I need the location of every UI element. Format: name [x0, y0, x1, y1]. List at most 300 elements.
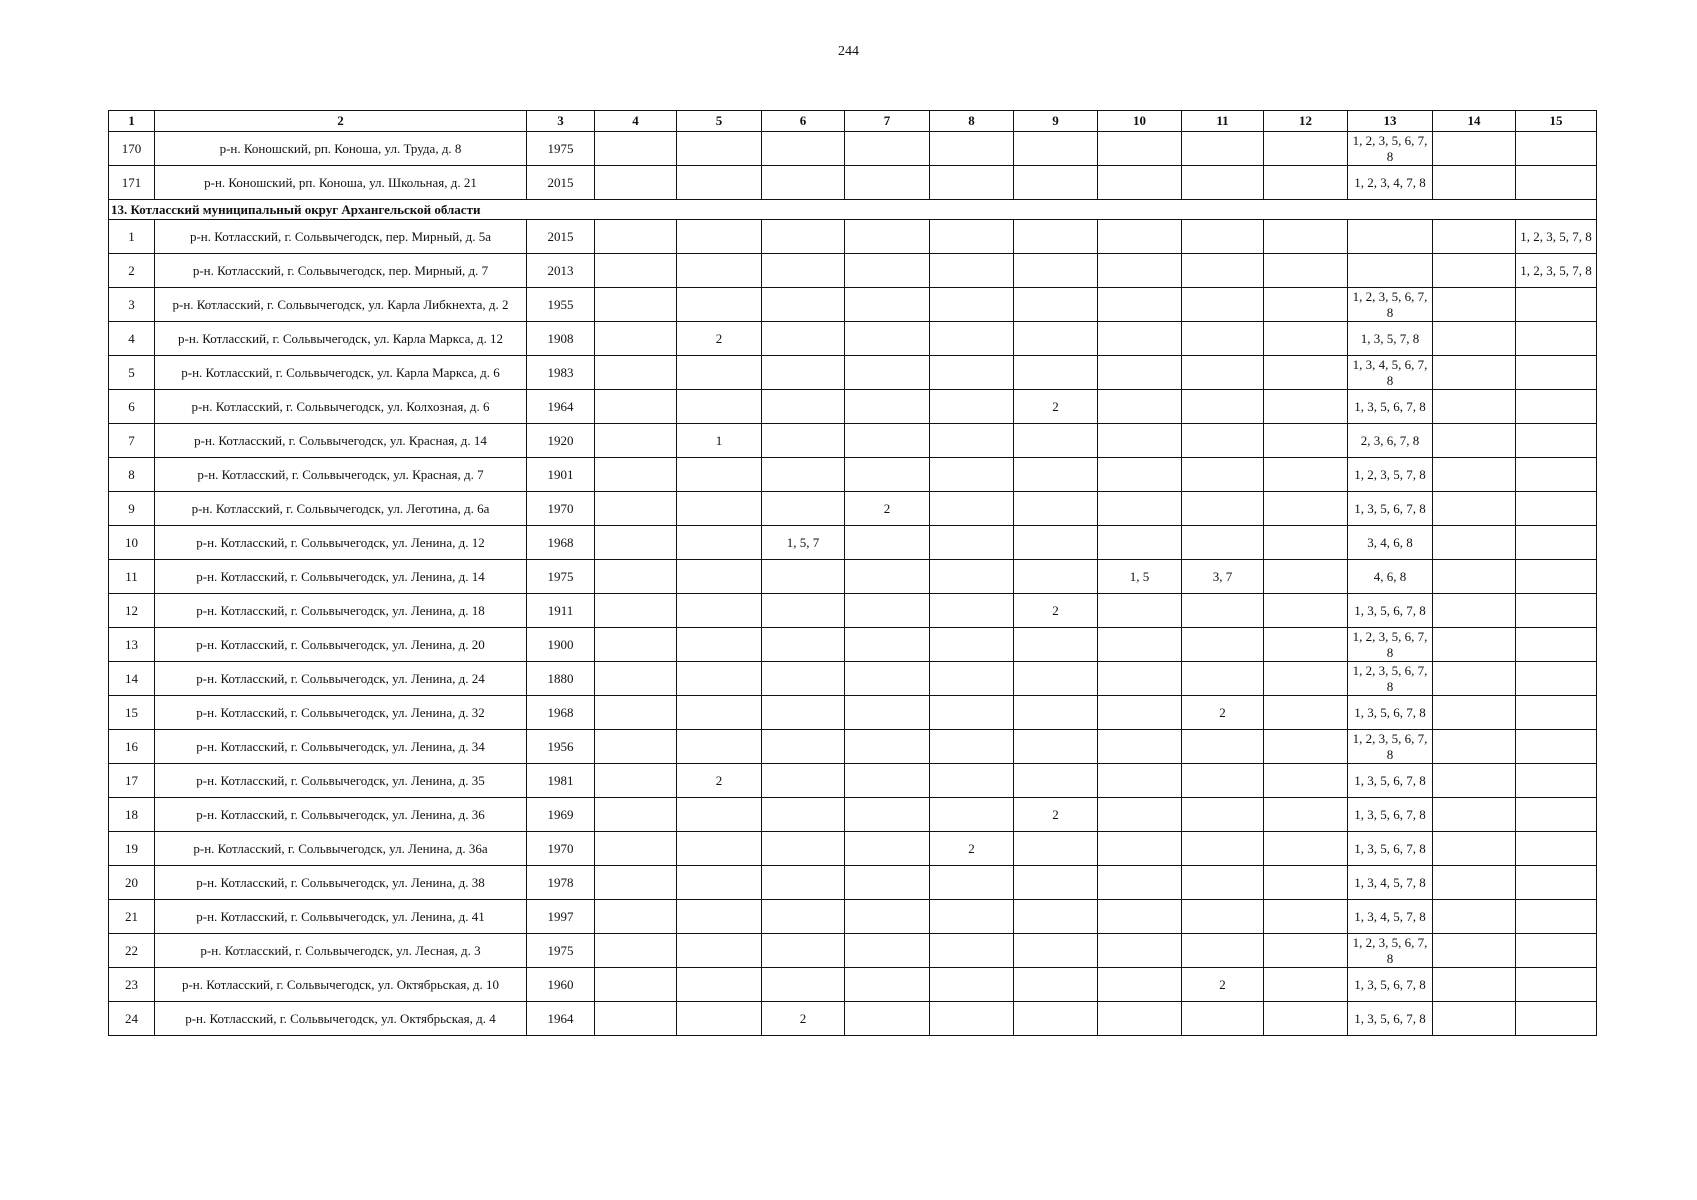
cell-col-c15	[1516, 628, 1597, 662]
cell-col-c15	[1516, 390, 1597, 424]
table-body	[109, 220, 1597, 1036]
cell-col-c8	[930, 288, 1014, 322]
column-header: 14	[1433, 111, 1516, 132]
cell-col-c5	[677, 832, 762, 866]
cell-col-c14	[1433, 166, 1516, 200]
cell-row-number: 11	[109, 560, 155, 594]
cell-col-c4	[595, 900, 677, 934]
cell-col-c6	[762, 628, 845, 662]
cell-col-c10	[1098, 832, 1182, 866]
cell-col-c7	[845, 764, 930, 798]
cell-col-c11	[1182, 1002, 1264, 1036]
cell-col-c12	[1264, 900, 1348, 934]
cell-col-c4	[595, 628, 677, 662]
cell-col-c13: 4, 6, 8	[1348, 560, 1433, 594]
column-header: 6	[762, 111, 845, 132]
cell-col-c13: 1, 3, 5, 6, 7, 8	[1348, 390, 1433, 424]
cell-row-number: 24	[109, 1002, 155, 1036]
cell-col-c13: 1, 2, 3, 4, 7, 8	[1348, 166, 1433, 200]
cell-col-c5: 2	[677, 764, 762, 798]
cell-address: р-н. Котласский, г. Сольвычегодск, ул. Ленина, д. 14	[155, 560, 527, 594]
cell-col-c7	[845, 356, 930, 390]
cell-col-c15	[1516, 934, 1597, 968]
table-row	[109, 628, 1597, 662]
cell-col-c7	[845, 628, 930, 662]
cell-col-c15	[1516, 288, 1597, 322]
cell-col-c12	[1264, 832, 1348, 866]
cell-row-number: 3	[109, 288, 155, 322]
cell-col-c11	[1182, 764, 1264, 798]
cell-col-c6	[762, 560, 845, 594]
cell-col-c13: 1, 3, 5, 6, 7, 8	[1348, 798, 1433, 832]
cell-address: р-н. Котласский, г. Сольвычегодск, ул. Ленина, д. 20	[155, 628, 527, 662]
cell-row-number: 6	[109, 390, 155, 424]
cell-col-c7	[845, 254, 930, 288]
cell-col-c7	[845, 1002, 930, 1036]
cell-col-c12	[1264, 288, 1348, 322]
column-header: 11	[1182, 111, 1264, 132]
cell-col-c12	[1264, 458, 1348, 492]
table-row	[109, 1002, 1597, 1036]
section-title: 13. Котласский муниципальный округ Архангельской области	[109, 200, 1597, 220]
cell-col-c5	[677, 288, 762, 322]
cell-col-c6	[762, 968, 845, 1002]
cell-col-c14	[1433, 390, 1516, 424]
cell-col-c6	[762, 390, 845, 424]
cell-col-c11	[1182, 526, 1264, 560]
cell-col-c15	[1516, 764, 1597, 798]
cell-col-c9	[1014, 662, 1098, 696]
cell-col-c12	[1264, 166, 1348, 200]
column-header: 9	[1014, 111, 1098, 132]
cell-address: р-н. Котласский, г. Сольвычегодск, ул. Леготина, д. 6а	[155, 492, 527, 526]
cell-col-c6	[762, 356, 845, 390]
cell-year: 1911	[527, 594, 595, 628]
cell-col-c5	[677, 662, 762, 696]
cell-col-c15	[1516, 356, 1597, 390]
cell-col-c4	[595, 458, 677, 492]
cell-col-c10	[1098, 166, 1182, 200]
cell-col-c5	[677, 166, 762, 200]
cell-col-c12	[1264, 560, 1348, 594]
cell-col-c11	[1182, 356, 1264, 390]
cell-col-c9	[1014, 866, 1098, 900]
cell-col-c7	[845, 594, 930, 628]
cell-year: 1969	[527, 798, 595, 832]
cell-col-c6	[762, 696, 845, 730]
cell-year: 1975	[527, 560, 595, 594]
cell-col-c12	[1264, 492, 1348, 526]
cell-address: р-н. Котласский, г. Сольвычегодск, ул. Красная, д. 14	[155, 424, 527, 458]
table-row	[109, 132, 1597, 166]
column-header: 12	[1264, 111, 1348, 132]
cell-col-c12	[1264, 526, 1348, 560]
cell-col-c8	[930, 356, 1014, 390]
cell-col-c4	[595, 594, 677, 628]
cell-col-c4	[595, 764, 677, 798]
cell-col-c6	[762, 662, 845, 696]
cell-col-c13: 1, 3, 5, 6, 7, 8	[1348, 832, 1433, 866]
cell-col-c4	[595, 526, 677, 560]
cell-address: р-н. Котласский, г. Сольвычегодск, ул. Красная, д. 7	[155, 458, 527, 492]
cell-col-c8	[930, 132, 1014, 166]
cell-col-c8: 2	[930, 832, 1014, 866]
cell-col-c12	[1264, 764, 1348, 798]
cell-col-c10	[1098, 968, 1182, 1002]
cell-col-c13: 1, 3, 4, 5, 7, 8	[1348, 866, 1433, 900]
cell-col-c13: 1, 2, 3, 5, 6, 7, 8	[1348, 662, 1433, 696]
cell-col-c13	[1348, 254, 1433, 288]
cell-col-c7	[845, 696, 930, 730]
cell-col-c8	[930, 560, 1014, 594]
cell-year: 2013	[527, 254, 595, 288]
cell-col-c8	[930, 798, 1014, 832]
cell-col-c5	[677, 934, 762, 968]
table-row	[109, 832, 1597, 866]
cell-col-c10	[1098, 866, 1182, 900]
table-row	[109, 730, 1597, 764]
cell-col-c10	[1098, 594, 1182, 628]
cell-col-c5	[677, 900, 762, 934]
cell-col-c12	[1264, 424, 1348, 458]
table-row	[109, 492, 1597, 526]
cell-col-c6	[762, 322, 845, 356]
cell-col-c8	[930, 220, 1014, 254]
table-row	[109, 560, 1597, 594]
cell-col-c8	[930, 424, 1014, 458]
cell-col-c9	[1014, 526, 1098, 560]
cell-col-c13: 1, 3, 5, 6, 7, 8	[1348, 492, 1433, 526]
cell-address: р-н. Коношский, рп. Коноша, ул. Школьная, д. 21	[155, 166, 527, 200]
cell-col-c5	[677, 526, 762, 560]
cell-col-c13: 1, 2, 3, 5, 6, 7, 8	[1348, 628, 1433, 662]
cell-col-c14	[1433, 798, 1516, 832]
cell-col-c11	[1182, 288, 1264, 322]
cell-col-c4	[595, 288, 677, 322]
cell-col-c13: 1, 3, 4, 5, 6, 7, 8	[1348, 356, 1433, 390]
cell-col-c7	[845, 322, 930, 356]
cell-col-c14	[1433, 934, 1516, 968]
cell-year: 1964	[527, 1002, 595, 1036]
cell-col-c11: 3, 7	[1182, 560, 1264, 594]
cell-col-c15	[1516, 458, 1597, 492]
table-row	[109, 254, 1597, 288]
cell-col-c4	[595, 492, 677, 526]
cell-col-c12	[1264, 390, 1348, 424]
cell-address: р-н. Котласский, г. Сольвычегодск, ул. Октябрьская, д. 10	[155, 968, 527, 1002]
cell-address: р-н. Котласский, г. Сольвычегодск, ул. Колхозная, д. 6	[155, 390, 527, 424]
cell-col-c13: 1, 3, 5, 6, 7, 8	[1348, 968, 1433, 1002]
cell-col-c12	[1264, 866, 1348, 900]
cell-col-c7	[845, 526, 930, 560]
cell-year: 2015	[527, 220, 595, 254]
cell-col-c7	[845, 390, 930, 424]
cell-col-c13: 1, 3, 5, 6, 7, 8	[1348, 696, 1433, 730]
column-header: 13	[1348, 111, 1433, 132]
cell-year: 1900	[527, 628, 595, 662]
cell-year: 1880	[527, 662, 595, 696]
cell-row-number: 5	[109, 356, 155, 390]
cell-col-c4	[595, 166, 677, 200]
cell-col-c4	[595, 1002, 677, 1036]
section-body	[109, 200, 1597, 220]
cell-col-c7	[845, 288, 930, 322]
table-row	[109, 166, 1597, 200]
cell-row-number: 1	[109, 220, 155, 254]
table-row	[109, 526, 1597, 560]
table-row	[109, 798, 1597, 832]
cell-col-c8	[930, 696, 1014, 730]
cell-col-c10	[1098, 492, 1182, 526]
cell-col-c15	[1516, 900, 1597, 934]
column-header: 8	[930, 111, 1014, 132]
cell-col-c14	[1433, 900, 1516, 934]
cell-col-c5	[677, 560, 762, 594]
cell-col-c15	[1516, 730, 1597, 764]
cell-col-c14	[1433, 424, 1516, 458]
cell-col-c6	[762, 730, 845, 764]
cell-col-c10	[1098, 798, 1182, 832]
cell-col-c9	[1014, 832, 1098, 866]
table-row	[109, 866, 1597, 900]
page-number: 244	[838, 44, 859, 59]
cell-row-number: 7	[109, 424, 155, 458]
cell-col-c8	[930, 492, 1014, 526]
cell-address: р-н. Котласский, г. Сольвычегодск, ул. Ленина, д. 32	[155, 696, 527, 730]
cell-col-c9	[1014, 560, 1098, 594]
cell-col-c15	[1516, 166, 1597, 200]
cell-col-c12	[1264, 628, 1348, 662]
cell-col-c8	[930, 662, 1014, 696]
column-header: 1	[109, 111, 155, 132]
cell-year: 1920	[527, 424, 595, 458]
cell-year: 1908	[527, 322, 595, 356]
cell-col-c5	[677, 390, 762, 424]
cell-year: 1956	[527, 730, 595, 764]
cell-col-c7	[845, 166, 930, 200]
cell-col-c9	[1014, 730, 1098, 764]
cell-col-c14	[1433, 458, 1516, 492]
cell-col-c15	[1516, 696, 1597, 730]
cell-row-number: 21	[109, 900, 155, 934]
cell-col-c9	[1014, 696, 1098, 730]
cell-year: 1960	[527, 968, 595, 1002]
cell-col-c9	[1014, 458, 1098, 492]
cell-col-c5: 1	[677, 424, 762, 458]
cell-col-c5	[677, 798, 762, 832]
cell-col-c9	[1014, 934, 1098, 968]
cell-col-c10	[1098, 132, 1182, 166]
cell-col-c11	[1182, 390, 1264, 424]
cell-col-c11	[1182, 934, 1264, 968]
cell-col-c10	[1098, 628, 1182, 662]
cell-col-c6	[762, 594, 845, 628]
cell-col-c9	[1014, 356, 1098, 390]
cell-col-c4	[595, 798, 677, 832]
table-row	[109, 356, 1597, 390]
cell-col-c6	[762, 866, 845, 900]
cell-col-c7	[845, 832, 930, 866]
cell-col-c4	[595, 424, 677, 458]
cell-col-c12	[1264, 662, 1348, 696]
cell-col-c10	[1098, 322, 1182, 356]
table-header	[109, 111, 1597, 132]
cell-col-c5	[677, 1002, 762, 1036]
table-row	[109, 968, 1597, 1002]
cell-col-c9: 2	[1014, 390, 1098, 424]
cell-col-c6	[762, 288, 845, 322]
cell-col-c10	[1098, 526, 1182, 560]
cell-address: р-н. Котласский, г. Сольвычегодск, пер. Мирный, д. 5а	[155, 220, 527, 254]
cell-col-c9	[1014, 166, 1098, 200]
cell-col-c7	[845, 934, 930, 968]
cell-col-c12	[1264, 934, 1348, 968]
cell-address: р-н. Котласский, г. Сольвычегодск, ул. Карла Маркса, д. 6	[155, 356, 527, 390]
cell-row-number: 15	[109, 696, 155, 730]
table-body-before	[109, 132, 1597, 200]
cell-col-c8	[930, 1002, 1014, 1036]
cell-col-c8	[930, 594, 1014, 628]
cell-col-c8	[930, 934, 1014, 968]
cell-year: 1964	[527, 390, 595, 424]
cell-col-c12	[1264, 696, 1348, 730]
cell-col-c4	[595, 832, 677, 866]
cell-row-number: 22	[109, 934, 155, 968]
cell-col-c14	[1433, 132, 1516, 166]
cell-col-c14	[1433, 322, 1516, 356]
column-header: 7	[845, 111, 930, 132]
cell-row-number: 2	[109, 254, 155, 288]
cell-col-c10	[1098, 254, 1182, 288]
column-header: 10	[1098, 111, 1182, 132]
cell-col-c12	[1264, 356, 1348, 390]
cell-col-c13: 1, 3, 5, 6, 7, 8	[1348, 594, 1433, 628]
column-header: 2	[155, 111, 527, 132]
cell-col-c7	[845, 900, 930, 934]
cell-col-c13: 1, 3, 5, 6, 7, 8	[1348, 764, 1433, 798]
cell-year: 1901	[527, 458, 595, 492]
cell-col-c13: 1, 2, 3, 5, 6, 7, 8	[1348, 730, 1433, 764]
table-row	[109, 662, 1597, 696]
cell-col-c7	[845, 866, 930, 900]
cell-col-c9	[1014, 322, 1098, 356]
cell-col-c9	[1014, 220, 1098, 254]
cell-col-c15: 1, 2, 3, 5, 7, 8	[1516, 220, 1597, 254]
cell-col-c15	[1516, 866, 1597, 900]
cell-col-c8	[930, 968, 1014, 1002]
cell-address: р-н. Котласский, г. Сольвычегодск, ул. Ленина, д. 12	[155, 526, 527, 560]
cell-col-c7	[845, 968, 930, 1002]
cell-col-c11	[1182, 900, 1264, 934]
cell-col-c8	[930, 166, 1014, 200]
section-row	[109, 200, 1597, 220]
cell-col-c6	[762, 166, 845, 200]
cell-col-c5	[677, 220, 762, 254]
cell-col-c4	[595, 356, 677, 390]
cell-col-c4	[595, 560, 677, 594]
cell-col-c14	[1433, 968, 1516, 1002]
cell-col-c11	[1182, 628, 1264, 662]
cell-col-c6	[762, 424, 845, 458]
cell-col-c4	[595, 322, 677, 356]
cell-col-c7	[845, 132, 930, 166]
cell-col-c5	[677, 458, 762, 492]
cell-col-c4	[595, 132, 677, 166]
cell-col-c8	[930, 526, 1014, 560]
cell-col-c4	[595, 662, 677, 696]
cell-col-c9	[1014, 1002, 1098, 1036]
cell-col-c15	[1516, 560, 1597, 594]
cell-col-c9	[1014, 288, 1098, 322]
cell-col-c10	[1098, 424, 1182, 458]
cell-col-c4	[595, 934, 677, 968]
cell-col-c14	[1433, 560, 1516, 594]
cell-col-c15	[1516, 132, 1597, 166]
cell-col-c4	[595, 866, 677, 900]
cell-year: 1970	[527, 832, 595, 866]
cell-col-c8	[930, 866, 1014, 900]
cell-col-c6	[762, 764, 845, 798]
cell-col-c15	[1516, 526, 1597, 560]
cell-col-c14	[1433, 832, 1516, 866]
cell-col-c12	[1264, 220, 1348, 254]
cell-address: р-н. Котласский, г. Сольвычегодск, ул. Ленина, д. 38	[155, 866, 527, 900]
cell-row-number: 170	[109, 132, 155, 166]
table-row	[109, 390, 1597, 424]
cell-col-c6	[762, 900, 845, 934]
cell-col-c11: 2	[1182, 696, 1264, 730]
cell-address: р-н. Котласский, г. Сольвычегодск, ул. Ленина, д. 18	[155, 594, 527, 628]
cell-col-c14	[1433, 220, 1516, 254]
cell-col-c10	[1098, 662, 1182, 696]
cell-col-c5	[677, 594, 762, 628]
cell-col-c12	[1264, 730, 1348, 764]
cell-col-c11	[1182, 662, 1264, 696]
cell-col-c7	[845, 662, 930, 696]
cell-address: р-н. Котласский, г. Сольвычегодск, ул. Ленина, д. 41	[155, 900, 527, 934]
cell-col-c14	[1433, 594, 1516, 628]
table-row	[109, 288, 1597, 322]
cell-year: 1975	[527, 132, 595, 166]
cell-col-c9	[1014, 628, 1098, 662]
cell-col-c14	[1433, 526, 1516, 560]
cell-col-c15	[1516, 1002, 1597, 1036]
cell-col-c15	[1516, 968, 1597, 1002]
cell-row-number: 19	[109, 832, 155, 866]
cell-col-c11	[1182, 254, 1264, 288]
cell-col-c9: 2	[1014, 594, 1098, 628]
cell-col-c5	[677, 492, 762, 526]
cell-col-c9	[1014, 492, 1098, 526]
cell-col-c13: 1, 2, 3, 5, 7, 8	[1348, 458, 1433, 492]
cell-col-c15	[1516, 492, 1597, 526]
cell-col-c5	[677, 628, 762, 662]
cell-col-c8	[930, 458, 1014, 492]
cell-col-c15	[1516, 832, 1597, 866]
cell-address: р-н. Котласский, г. Сольвычегодск, ул. Лесная, д. 3	[155, 934, 527, 968]
cell-year: 1997	[527, 900, 595, 934]
cell-col-c6	[762, 220, 845, 254]
cell-col-c14	[1433, 662, 1516, 696]
cell-col-c15	[1516, 322, 1597, 356]
cell-address: р-н. Котласский, г. Сольвычегодск, ул. Карла Маркса, д. 12	[155, 322, 527, 356]
table-row	[109, 424, 1597, 458]
cell-col-c10	[1098, 696, 1182, 730]
cell-col-c11	[1182, 730, 1264, 764]
cell-col-c11	[1182, 458, 1264, 492]
cell-col-c4	[595, 968, 677, 1002]
cell-col-c6	[762, 798, 845, 832]
